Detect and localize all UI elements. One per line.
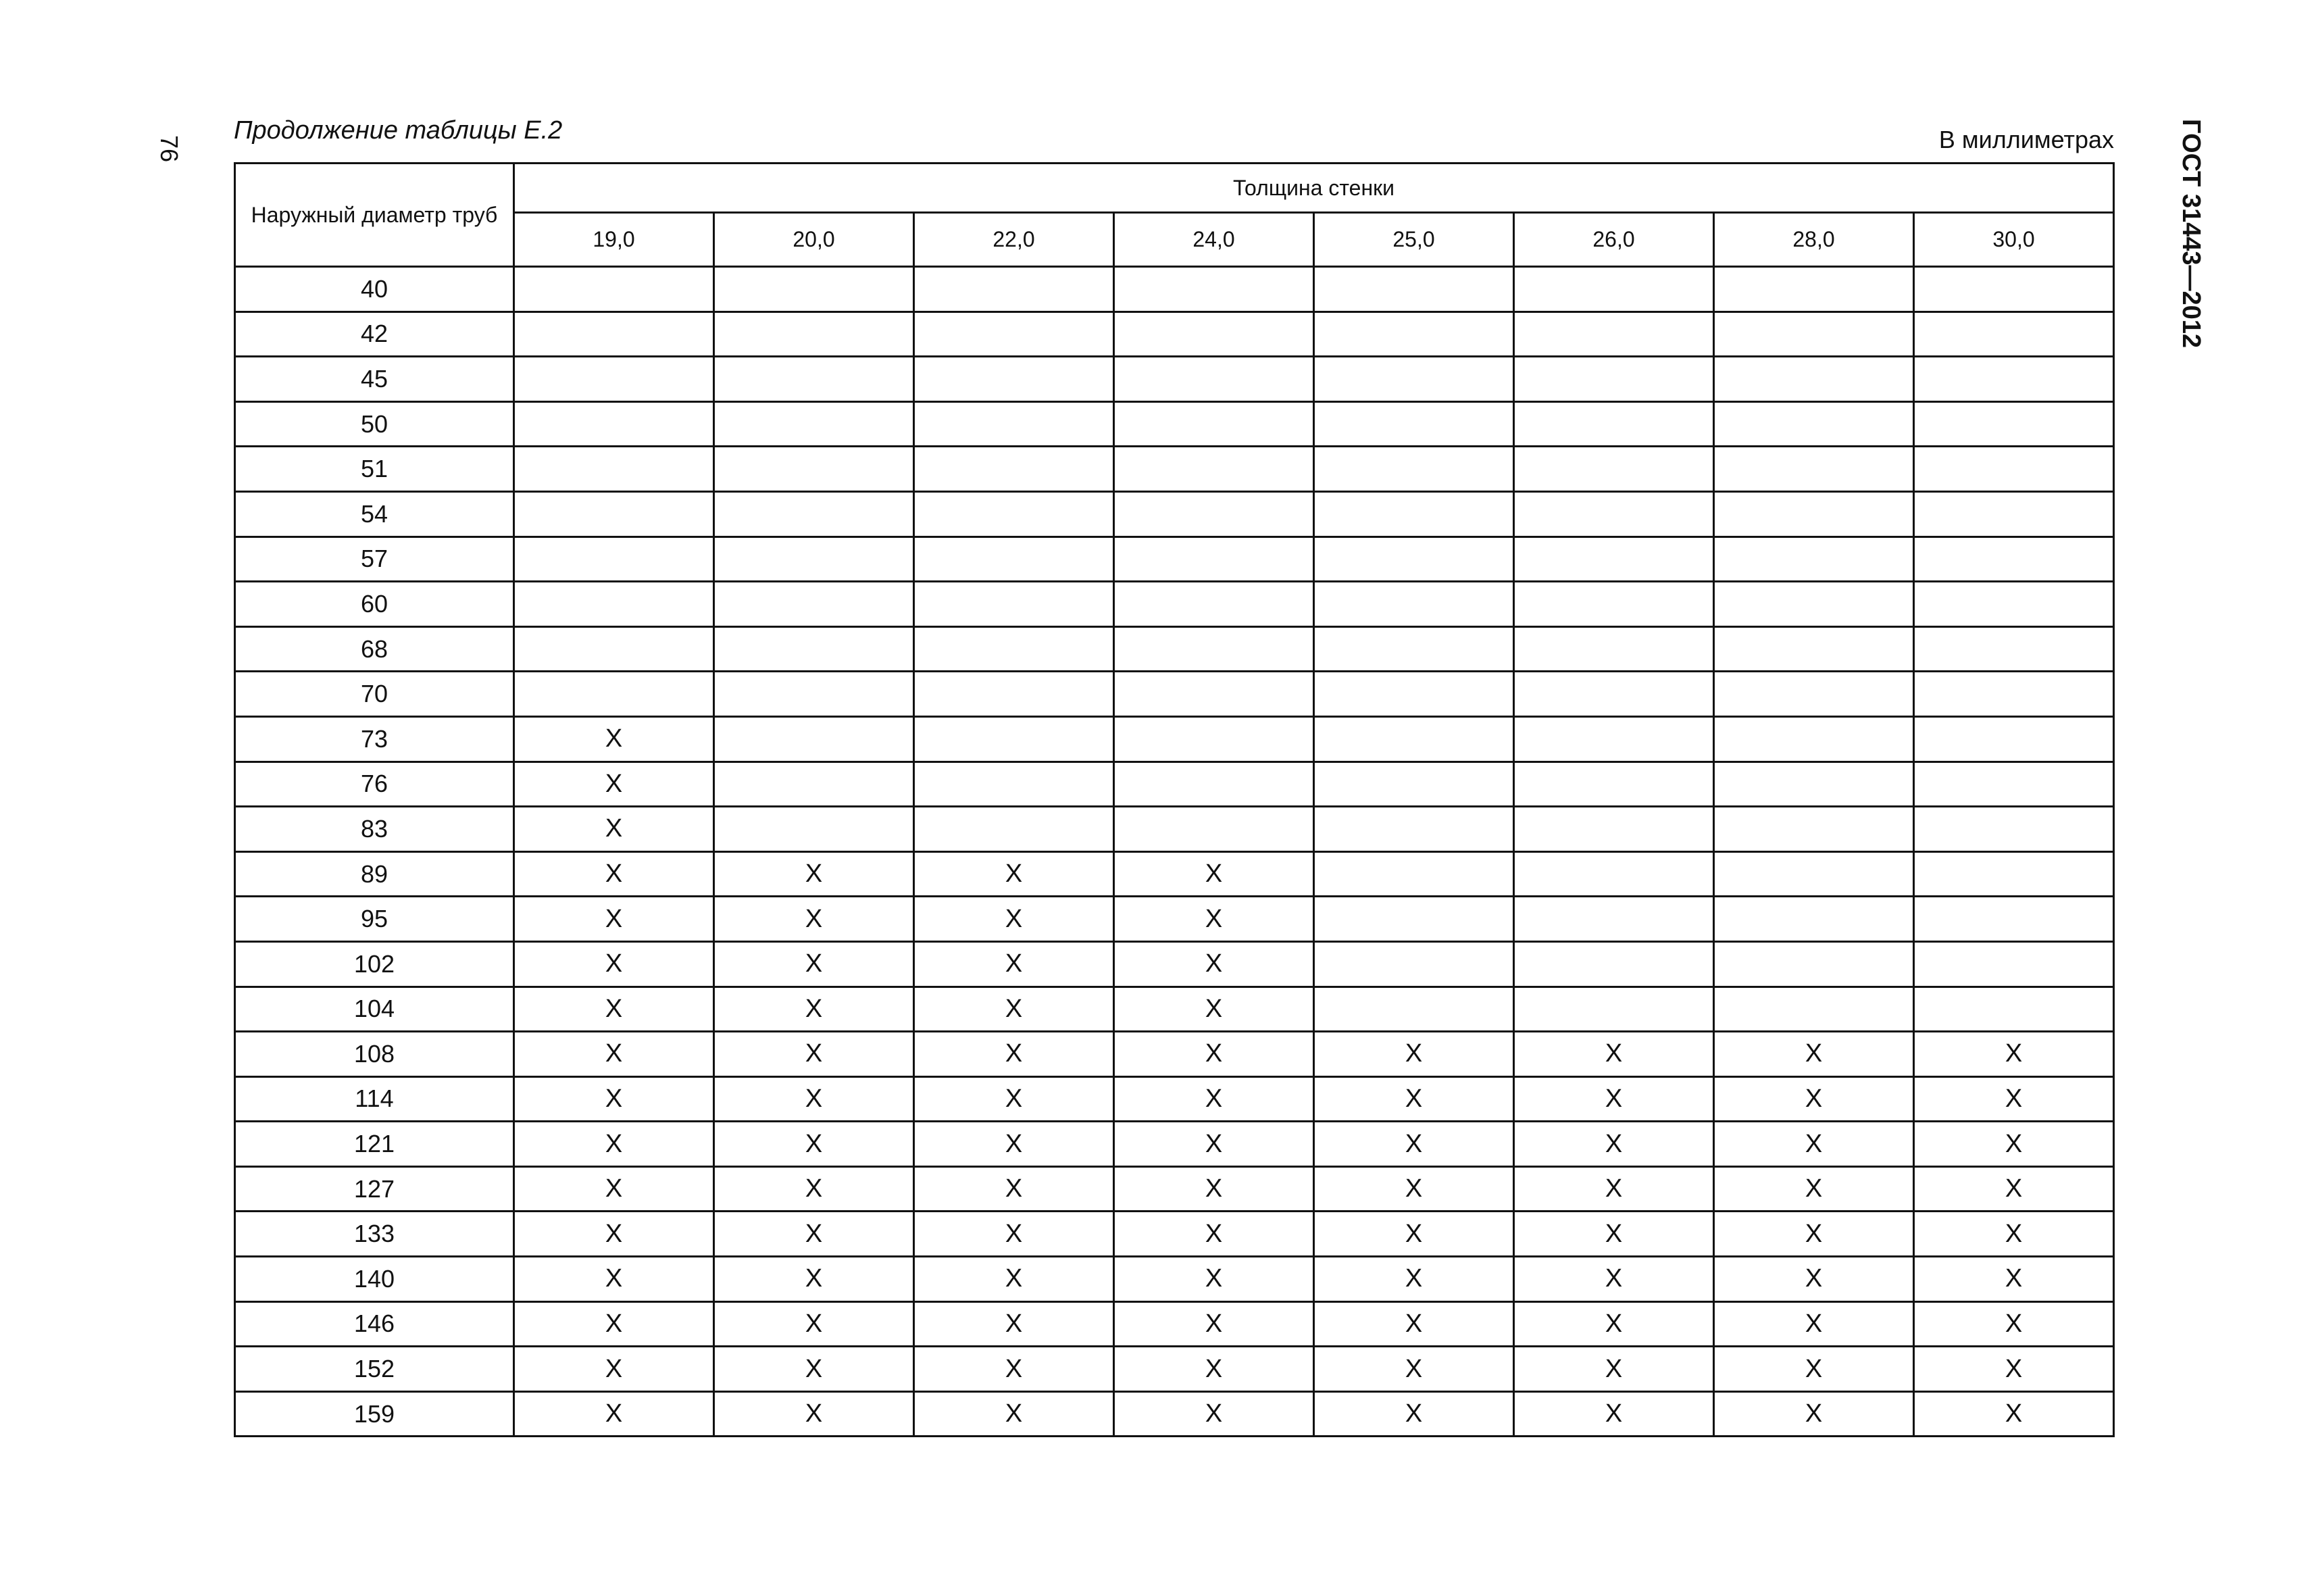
availability-cell bbox=[1314, 987, 1514, 1032]
availability-cell: X bbox=[914, 851, 1114, 897]
availability-cell bbox=[1714, 672, 1914, 717]
availability-cell bbox=[1914, 851, 2114, 897]
availability-cell bbox=[1514, 491, 1714, 537]
availability-cell: X bbox=[914, 1257, 1114, 1302]
availability-cell: X bbox=[1114, 1301, 1314, 1347]
availability-cell: X bbox=[514, 851, 714, 897]
availability-cell: X bbox=[1114, 851, 1314, 897]
availability-cell: X bbox=[914, 941, 1114, 987]
availability-cell: X bbox=[914, 987, 1114, 1032]
availability-cell: X bbox=[914, 897, 1114, 942]
diameter-cell: 50 bbox=[235, 401, 514, 447]
availability-cell: X bbox=[514, 762, 714, 807]
availability-cell: X bbox=[914, 1212, 1114, 1257]
availability-cell bbox=[1314, 897, 1514, 942]
availability-cell bbox=[1914, 807, 2114, 852]
availability-cell bbox=[1914, 762, 2114, 807]
availability-cell bbox=[1314, 582, 1514, 627]
availability-cell bbox=[1314, 311, 1514, 357]
header-row-thickness bbox=[235, 213, 2114, 267]
availability-cell: X bbox=[1114, 1122, 1314, 1167]
table-row bbox=[235, 851, 2114, 897]
availability-cell bbox=[714, 537, 914, 582]
availability-cell: X bbox=[1514, 1347, 1714, 1392]
table-row bbox=[235, 762, 2114, 807]
table-row bbox=[235, 401, 2114, 447]
table-row bbox=[235, 941, 2114, 987]
availability-cell: X bbox=[1914, 1076, 2114, 1122]
thickness-header: 28,0 bbox=[1714, 213, 1914, 267]
availability-cell: X bbox=[714, 1391, 914, 1437]
availability-cell bbox=[1114, 716, 1314, 762]
availability-cell: X bbox=[714, 1212, 914, 1257]
availability-cell: X bbox=[1714, 1076, 1914, 1122]
table-row bbox=[235, 1301, 2114, 1347]
availability-cell: X bbox=[1714, 1347, 1914, 1392]
wall-thickness-group-header: Толщина стенки bbox=[514, 164, 2114, 213]
availability-cell: X bbox=[514, 1257, 714, 1302]
table-row bbox=[235, 1166, 2114, 1212]
availability-cell bbox=[1514, 987, 1714, 1032]
table-caption: Продолжение таблицы Е.2 bbox=[234, 116, 563, 145]
availability-cell bbox=[1714, 807, 1914, 852]
availability-cell: X bbox=[1514, 1212, 1714, 1257]
availability-cell bbox=[1314, 267, 1514, 312]
availability-cell bbox=[1514, 672, 1714, 717]
availability-cell: X bbox=[514, 1391, 714, 1437]
availability-cell: X bbox=[1514, 1122, 1714, 1167]
availability-cell: X bbox=[714, 1122, 914, 1167]
table-row bbox=[235, 987, 2114, 1032]
diameter-cell: 95 bbox=[235, 897, 514, 942]
availability-cell bbox=[1114, 491, 1314, 537]
availability-cell bbox=[914, 807, 1114, 852]
availability-cell bbox=[1714, 401, 1914, 447]
availability-cell: X bbox=[1314, 1347, 1514, 1392]
availability-cell bbox=[1114, 311, 1314, 357]
availability-cell bbox=[1714, 311, 1914, 357]
availability-cell bbox=[1914, 537, 2114, 582]
availability-cell bbox=[1714, 447, 1914, 492]
availability-cell bbox=[1314, 807, 1514, 852]
availability-cell: X bbox=[1514, 1301, 1714, 1347]
diameter-cell: 51 bbox=[235, 447, 514, 492]
availability-cell bbox=[1514, 401, 1714, 447]
availability-cell: X bbox=[1114, 941, 1314, 987]
availability-cell bbox=[714, 582, 914, 627]
availability-cell: X bbox=[1714, 1122, 1914, 1167]
wall-thickness-table bbox=[234, 162, 2115, 1437]
availability-cell: X bbox=[1914, 1347, 2114, 1392]
availability-cell: X bbox=[1914, 1212, 2114, 1257]
availability-cell: X bbox=[1714, 1391, 1914, 1437]
availability-cell bbox=[1714, 941, 1914, 987]
availability-cell bbox=[1514, 851, 1714, 897]
diameter-cell: 152 bbox=[235, 1347, 514, 1392]
availability-cell bbox=[1514, 311, 1714, 357]
thickness-header: 26,0 bbox=[1514, 213, 1714, 267]
header-row-group bbox=[235, 164, 2114, 213]
availability-cell: X bbox=[1314, 1212, 1514, 1257]
availability-cell: X bbox=[1314, 1391, 1514, 1437]
availability-cell bbox=[1714, 897, 1914, 942]
availability-cell bbox=[514, 491, 714, 537]
availability-cell: X bbox=[714, 1076, 914, 1122]
availability-cell bbox=[1514, 357, 1714, 402]
table-row bbox=[235, 537, 2114, 582]
availability-cell bbox=[1114, 537, 1314, 582]
availability-cell: X bbox=[1314, 1032, 1514, 1077]
availability-cell bbox=[914, 582, 1114, 627]
availability-cell: X bbox=[1714, 1166, 1914, 1212]
availability-cell bbox=[1314, 491, 1514, 537]
availability-cell bbox=[1114, 267, 1314, 312]
availability-cell bbox=[714, 716, 914, 762]
availability-cell bbox=[1114, 807, 1314, 852]
diameter-cell: 83 bbox=[235, 807, 514, 852]
availability-cell bbox=[1714, 716, 1914, 762]
availability-cell: X bbox=[1314, 1076, 1514, 1122]
availability-cell: X bbox=[514, 941, 714, 987]
diameter-cell: 121 bbox=[235, 1122, 514, 1167]
availability-cell: X bbox=[914, 1301, 1114, 1347]
availability-cell: X bbox=[514, 716, 714, 762]
diameter-cell: 146 bbox=[235, 1301, 514, 1347]
availability-cell bbox=[1714, 851, 1914, 897]
table-row bbox=[235, 491, 2114, 537]
table-body bbox=[235, 267, 2114, 1437]
availability-cell: X bbox=[1114, 1032, 1314, 1077]
availability-cell: X bbox=[1514, 1391, 1714, 1437]
availability-cell bbox=[1914, 401, 2114, 447]
availability-cell bbox=[714, 807, 914, 852]
availability-cell: X bbox=[1914, 1257, 2114, 1302]
availability-cell: X bbox=[1914, 1122, 2114, 1167]
availability-cell: X bbox=[714, 941, 914, 987]
availability-cell: X bbox=[914, 1122, 1114, 1167]
availability-cell: X bbox=[1514, 1032, 1714, 1077]
table-row bbox=[235, 311, 2114, 357]
diameter-cell: 89 bbox=[235, 851, 514, 897]
availability-cell bbox=[1714, 491, 1914, 537]
availability-cell bbox=[914, 762, 1114, 807]
availability-cell: X bbox=[714, 1032, 914, 1077]
availability-cell bbox=[1914, 267, 2114, 312]
availability-cell bbox=[1114, 401, 1314, 447]
availability-cell: X bbox=[1714, 1032, 1914, 1077]
availability-cell bbox=[1714, 582, 1914, 627]
availability-cell bbox=[1114, 582, 1314, 627]
availability-cell: X bbox=[514, 1122, 714, 1167]
diameter-cell: 54 bbox=[235, 491, 514, 537]
availability-cell bbox=[514, 401, 714, 447]
availability-cell: X bbox=[1114, 1391, 1314, 1437]
availability-cell bbox=[1314, 941, 1514, 987]
availability-cell bbox=[1314, 537, 1514, 582]
availability-cell bbox=[714, 491, 914, 537]
availability-cell: X bbox=[1114, 1257, 1314, 1302]
availability-cell: X bbox=[1114, 1212, 1314, 1257]
diameter-column-header: Наружный диаметр труб bbox=[235, 164, 514, 267]
availability-cell bbox=[1914, 672, 2114, 717]
availability-cell bbox=[914, 626, 1114, 672]
availability-cell: X bbox=[1314, 1122, 1514, 1167]
availability-cell: X bbox=[514, 1301, 714, 1347]
availability-cell: X bbox=[1914, 1301, 2114, 1347]
availability-cell bbox=[1714, 762, 1914, 807]
availability-cell: X bbox=[1914, 1032, 2114, 1077]
availability-cell bbox=[1314, 357, 1514, 402]
availability-cell bbox=[1314, 626, 1514, 672]
thickness-header: 20,0 bbox=[714, 213, 914, 267]
availability-cell bbox=[1914, 716, 2114, 762]
availability-cell bbox=[1514, 716, 1714, 762]
table-row bbox=[235, 716, 2114, 762]
availability-cell bbox=[1714, 357, 1914, 402]
availability-cell bbox=[1514, 626, 1714, 672]
availability-cell bbox=[914, 357, 1114, 402]
page-number: 76 bbox=[155, 135, 183, 163]
availability-cell: X bbox=[1314, 1301, 1514, 1347]
table-row bbox=[235, 1347, 2114, 1392]
table-row bbox=[235, 807, 2114, 852]
diameter-cell: 102 bbox=[235, 941, 514, 987]
table-row bbox=[235, 447, 2114, 492]
availability-cell: X bbox=[1514, 1166, 1714, 1212]
availability-cell bbox=[714, 672, 914, 717]
table-row bbox=[235, 1076, 2114, 1122]
diameter-cell: 133 bbox=[235, 1212, 514, 1257]
availability-cell: X bbox=[1114, 1076, 1314, 1122]
availability-cell: X bbox=[1114, 1166, 1314, 1212]
availability-cell bbox=[1314, 672, 1514, 717]
availability-cell: X bbox=[1914, 1166, 2114, 1212]
availability-cell: X bbox=[714, 1166, 914, 1212]
availability-cell: X bbox=[1514, 1076, 1714, 1122]
availability-cell bbox=[1914, 491, 2114, 537]
availability-cell bbox=[1314, 762, 1514, 807]
diameter-cell: 42 bbox=[235, 311, 514, 357]
availability-cell: X bbox=[914, 1166, 1114, 1212]
availability-cell bbox=[514, 582, 714, 627]
diameter-cell: 108 bbox=[235, 1032, 514, 1077]
availability-cell: X bbox=[714, 1301, 914, 1347]
availability-cell: X bbox=[1914, 1391, 2114, 1437]
availability-cell bbox=[1514, 582, 1714, 627]
diameter-cell: 127 bbox=[235, 1166, 514, 1212]
availability-cell: X bbox=[1314, 1166, 1514, 1212]
availability-cell bbox=[1914, 357, 2114, 402]
availability-cell bbox=[1914, 626, 2114, 672]
availability-cell bbox=[1114, 626, 1314, 672]
thickness-header: 22,0 bbox=[914, 213, 1114, 267]
availability-cell: X bbox=[914, 1076, 1114, 1122]
availability-cell bbox=[714, 762, 914, 807]
availability-cell bbox=[914, 447, 1114, 492]
diameter-cell: 40 bbox=[235, 267, 514, 312]
availability-cell bbox=[1314, 447, 1514, 492]
availability-cell bbox=[1514, 267, 1714, 312]
table-row bbox=[235, 1032, 2114, 1077]
diameter-cell: 70 bbox=[235, 672, 514, 717]
availability-cell bbox=[1914, 447, 2114, 492]
availability-cell: X bbox=[514, 897, 714, 942]
availability-cell: X bbox=[714, 897, 914, 942]
availability-cell bbox=[1914, 987, 2114, 1032]
availability-cell: X bbox=[514, 987, 714, 1032]
availability-cell: X bbox=[714, 1347, 914, 1392]
availability-cell: X bbox=[714, 987, 914, 1032]
availability-cell: X bbox=[1114, 1347, 1314, 1392]
availability-cell bbox=[514, 537, 714, 582]
availability-cell bbox=[914, 267, 1114, 312]
availability-cell: X bbox=[1714, 1257, 1914, 1302]
availability-cell bbox=[1514, 807, 1714, 852]
availability-cell bbox=[1514, 447, 1714, 492]
availability-cell: X bbox=[1114, 897, 1314, 942]
table-row bbox=[235, 897, 2114, 942]
availability-cell bbox=[1514, 897, 1714, 942]
availability-cell bbox=[1514, 941, 1714, 987]
diameter-cell: 104 bbox=[235, 987, 514, 1032]
availability-cell bbox=[714, 626, 914, 672]
availability-cell bbox=[1714, 626, 1914, 672]
availability-cell bbox=[1914, 582, 2114, 627]
table-row bbox=[235, 1212, 2114, 1257]
availability-cell: X bbox=[514, 1212, 714, 1257]
table-row bbox=[235, 626, 2114, 672]
availability-cell bbox=[514, 357, 714, 402]
thickness-header: 24,0 bbox=[1114, 213, 1314, 267]
availability-cell: X bbox=[514, 1076, 714, 1122]
diameter-cell: 68 bbox=[235, 626, 514, 672]
table-row bbox=[235, 1257, 2114, 1302]
diameter-cell: 114 bbox=[235, 1076, 514, 1122]
availability-cell: X bbox=[514, 1166, 714, 1212]
availability-cell: X bbox=[1514, 1257, 1714, 1302]
availability-cell bbox=[914, 491, 1114, 537]
thickness-header: 19,0 bbox=[514, 213, 714, 267]
availability-cell: X bbox=[914, 1391, 1114, 1437]
diameter-cell: 73 bbox=[235, 716, 514, 762]
availability-cell bbox=[1914, 311, 2114, 357]
table-row bbox=[235, 582, 2114, 627]
availability-cell bbox=[914, 401, 1114, 447]
availability-cell: X bbox=[914, 1347, 1114, 1392]
units-label: В миллиметрах bbox=[1938, 126, 2114, 153]
availability-cell bbox=[1714, 267, 1914, 312]
table-row bbox=[235, 1122, 2114, 1167]
availability-cell bbox=[914, 311, 1114, 357]
diameter-cell: 60 bbox=[235, 582, 514, 627]
availability-cell bbox=[1514, 762, 1714, 807]
availability-cell bbox=[1714, 537, 1914, 582]
availability-cell bbox=[714, 401, 914, 447]
availability-cell: X bbox=[514, 1032, 714, 1077]
availability-cell: X bbox=[714, 1257, 914, 1302]
availability-cell: X bbox=[514, 807, 714, 852]
diameter-cell: 57 bbox=[235, 537, 514, 582]
availability-cell bbox=[1114, 447, 1314, 492]
availability-cell bbox=[1714, 987, 1914, 1032]
availability-cell: X bbox=[514, 1347, 714, 1392]
availability-cell bbox=[914, 716, 1114, 762]
availability-cell bbox=[514, 626, 714, 672]
availability-cell bbox=[914, 672, 1114, 717]
availability-cell bbox=[1314, 401, 1514, 447]
availability-cell bbox=[514, 311, 714, 357]
availability-cell bbox=[714, 311, 914, 357]
availability-cell: X bbox=[1714, 1212, 1914, 1257]
availability-cell bbox=[914, 537, 1114, 582]
availability-cell bbox=[714, 447, 914, 492]
availability-cell bbox=[1914, 941, 2114, 987]
availability-cell bbox=[1514, 537, 1714, 582]
availability-cell bbox=[714, 357, 914, 402]
table-row bbox=[235, 1391, 2114, 1437]
diameter-cell: 45 bbox=[235, 357, 514, 402]
diameter-cell: 76 bbox=[235, 762, 514, 807]
diameter-cell: 140 bbox=[235, 1257, 514, 1302]
availability-cell bbox=[514, 672, 714, 717]
table-row bbox=[235, 267, 2114, 312]
availability-cell bbox=[1314, 851, 1514, 897]
availability-cell bbox=[1114, 672, 1314, 717]
availability-cell bbox=[1914, 897, 2114, 942]
document-code: ГОСТ 31443—2012 bbox=[2177, 119, 2205, 349]
thickness-header: 30,0 bbox=[1914, 213, 2114, 267]
availability-cell: X bbox=[1314, 1257, 1514, 1302]
availability-cell bbox=[1114, 357, 1314, 402]
availability-cell bbox=[1314, 716, 1514, 762]
availability-cell bbox=[514, 267, 714, 312]
table-row bbox=[235, 357, 2114, 402]
diameter-cell: 159 bbox=[235, 1391, 514, 1437]
availability-cell: X bbox=[914, 1032, 1114, 1077]
table-row bbox=[235, 672, 2114, 717]
availability-cell: X bbox=[1114, 987, 1314, 1032]
availability-cell bbox=[514, 447, 714, 492]
availability-cell bbox=[1114, 762, 1314, 807]
availability-cell: X bbox=[714, 851, 914, 897]
availability-cell: X bbox=[1714, 1301, 1914, 1347]
availability-cell bbox=[714, 267, 914, 312]
thickness-header: 25,0 bbox=[1314, 213, 1514, 267]
